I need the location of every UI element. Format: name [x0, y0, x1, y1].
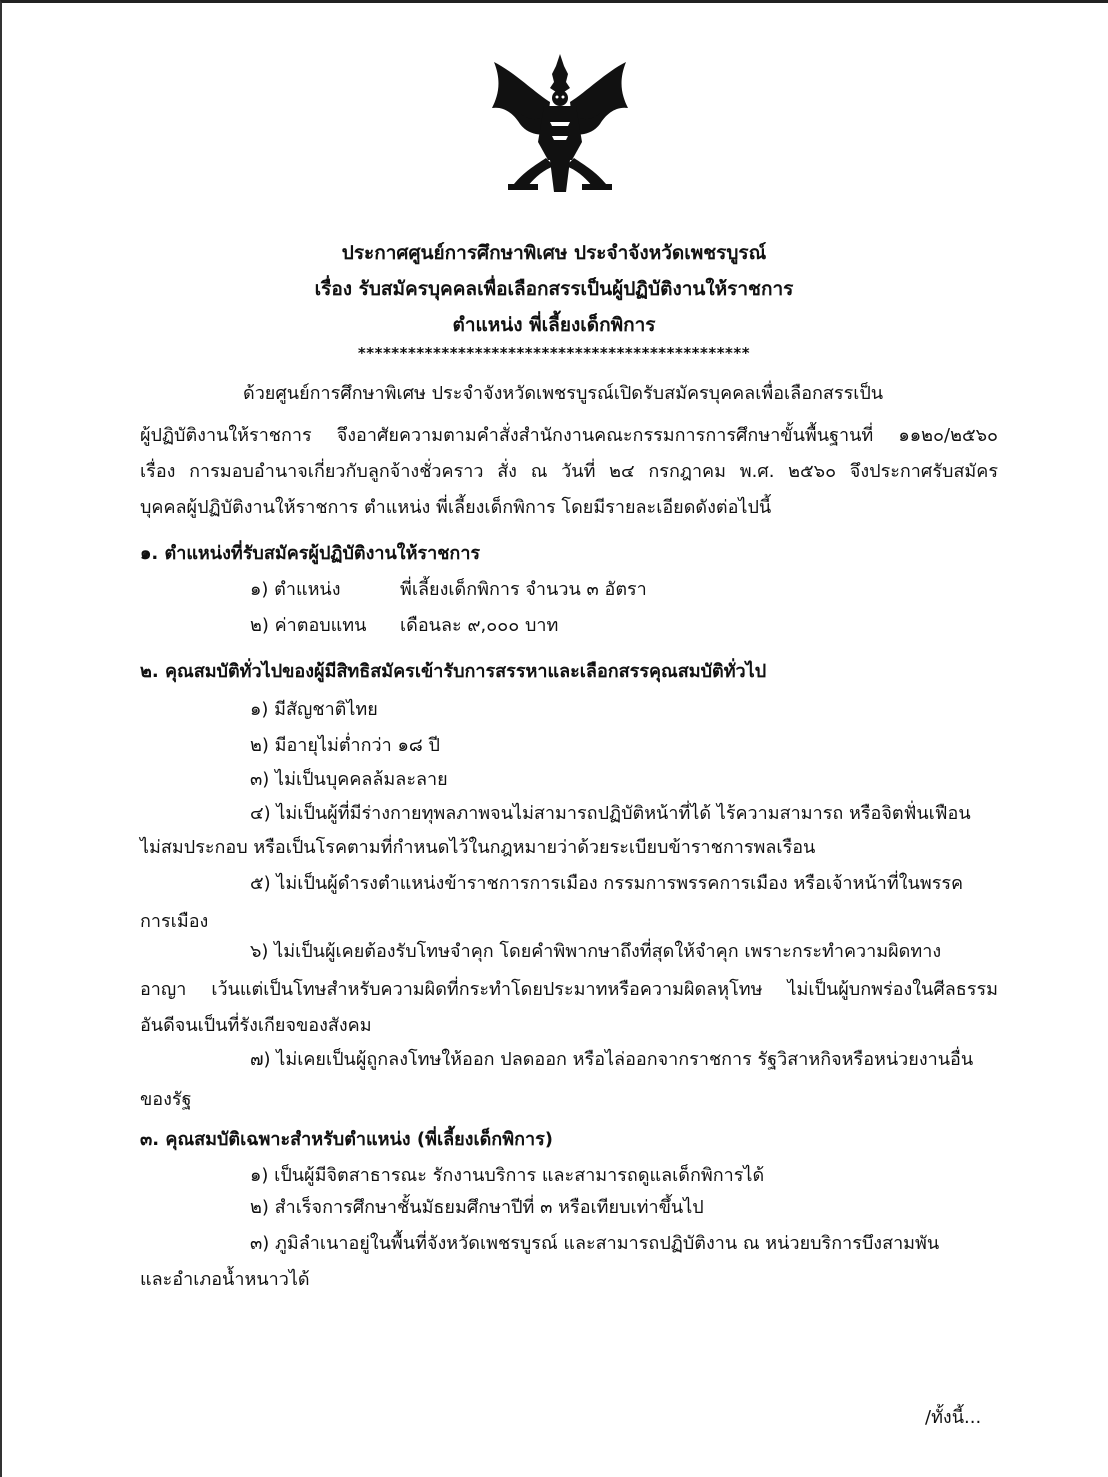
- announcement-subject: เรื่อง รับสมัครบุคคลเพื่อเลือกสรรเป็นผู้ปฏิบัติงานให้ราชการ: [314, 278, 794, 300]
- section-1-item-2: [250, 610, 558, 639]
- title-divider: ***********************************************: [357, 344, 751, 362]
- section-2-item-2: ๒) มีอายุไม่ต่ำกว่า ๑๘ ปี: [250, 735, 440, 756]
- section-3-heading: ๓. คุณสมบัติเฉพาะสำหรับตำแหน่ง (พี่เลี้ยงเด็กพิการ): [140, 1129, 553, 1150]
- position-label: ๑) ตำแหน่ง: [250, 579, 341, 600]
- garuda-emblem-icon: [484, 52, 636, 202]
- section-2-item-7-line-1: ๗) ไม่เคยเป็นผู้ถูกลงโทษให้ออก ปลดออก หรือไล่ออกจากราชการ รัฐวิสาหกิจหรือหน่วยงานอื่น: [250, 1049, 974, 1070]
- section-2-item-6-line-3: อันดีจนเป็นที่รังเกียจของสังคม: [140, 1015, 372, 1036]
- section-3-item-3-line-2: และอำเภอน้ำหนาวได้: [140, 1269, 310, 1290]
- announcement-title: ประกาศศูนย์การศึกษาพิเศษ ประจำจังหวัดเพชรบูรณ์: [341, 242, 767, 264]
- section-2-heading: ๒. คุณสมบัติทั่วไปของผู้มีสิทธิสมัครเข้ารับการสรรหาและเลือกสรรคุณสมบัติทั่วไป: [140, 661, 767, 682]
- section-2-item-5-line-2: การเมือง: [140, 911, 209, 932]
- salary-label: ๒) ค่าตอบแทน: [250, 615, 367, 636]
- salary-value: เดือนละ ๙,๐๐๐ บาท: [400, 615, 559, 636]
- section-2-item-4-line-1: ๔) ไม่เป็นผู้ที่มีร่างกายทุพลภาพจนไม่สามารถปฏิบัติหน้าที่ได้ ไร้ความสามารถ หรือจิตฟั่นเฟือน: [250, 803, 971, 824]
- section-3-item-1: ๑) เป็นผู้มีจิตสาธารณะ รักงานบริการ และสามารถดูแลเด็กพิการได้: [250, 1165, 765, 1186]
- continued-marker: /ทั้งนี้...: [925, 1407, 982, 1428]
- section-3-item-3-line-1: ๓) ภูมิลำเนาอยู่ในพื้นที่จังหวัดเพชรบูรณ์ และสามารถปฏิบัติงาน ณ หน่วยบริการบึงสามพัน: [250, 1233, 940, 1254]
- position-value: พี่เลี้ยงเด็กพิการ จำนวน ๓ อัตรา: [400, 579, 647, 600]
- section-2-item-6-line-2: อาญา เว้นแต่เป็นโทษสำหรับความผิดที่กระทำโดยประมาทหรือความผิดลหุโทษ ไม่เป็นผู้บกพร่องในศีลธรรม: [140, 979, 998, 1000]
- section-1-item-1: [250, 574, 647, 603]
- announcement-position: ตำแหน่ง พี่เลี้ยงเด็กพิการ: [452, 314, 656, 336]
- intro-line-1: ด้วยศูนย์การศึกษาพิเศษ ประจำจังหวัดเพชรบูรณ์เปิดรับสมัครบุคคลเพื่อเลือกสรรเป็น: [243, 383, 884, 404]
- intro-line-3: เรื่อง การมอบอำนาจเกี่ยวกับลูกจ้างชั่วคราว สั่ง ณ วันที่ ๒๔ กรกฎาคม พ.ศ. ๒๕๖๐ จึงประกาศรับสมัคร: [140, 461, 998, 482]
- section-2-item-3: ๓) ไม่เป็นบุคคลล้มละลาย: [250, 769, 448, 790]
- section-2-item-6-line-1: ๖) ไม่เป็นผู้เคยต้องรับโทษจำคุก โดยคำพิพากษาถึงที่สุดให้จำคุก เพราะกระทำความผิดทาง: [250, 941, 942, 962]
- intro-line-2: ผู้ปฏิบัติงานให้ราชการ จึงอาศัยความตามคำสั่งสำนักงานคณะกรรมการการศึกษาขั้นพื้นฐานที่ ๑๑๒๐/๒๕๖๐: [140, 425, 998, 446]
- intro-line-4: บุคคลผู้ปฏิบัติงานให้ราชการ ตำแหน่ง พี่เลี้ยงเด็กพิการ โดยมีรายละเอียดดังต่อไปนี้: [140, 497, 772, 518]
- section-2-item-1: ๑) มีสัญชาติไทย: [250, 699, 378, 720]
- section-3-item-2: ๒) สำเร็จการศึกษาชั้นมัธยมศึกษาปีที่ ๓ หรือเทียบเท่าขึ้นไป: [250, 1197, 704, 1218]
- section-2-item-7-line-2: ของรัฐ: [140, 1089, 192, 1110]
- section-1-heading: ๑. ตำแหน่งที่รับสมัครผู้ปฏิบัติงานให้ราชการ: [140, 543, 481, 564]
- section-2-item-5-line-1: ๕) ไม่เป็นผู้ดำรงตำแหน่งข้าราชการการเมือง กรรมการพรรคการเมือง หรือเจ้าหน้าที่ในพรรค: [250, 873, 964, 894]
- section-2-item-4-line-2: ไม่สมประกอบ หรือเป็นโรคตามที่กำหนดไว้ในกฎหมายว่าด้วยระเบียบข้าราชการพลเรือน: [140, 837, 816, 858]
